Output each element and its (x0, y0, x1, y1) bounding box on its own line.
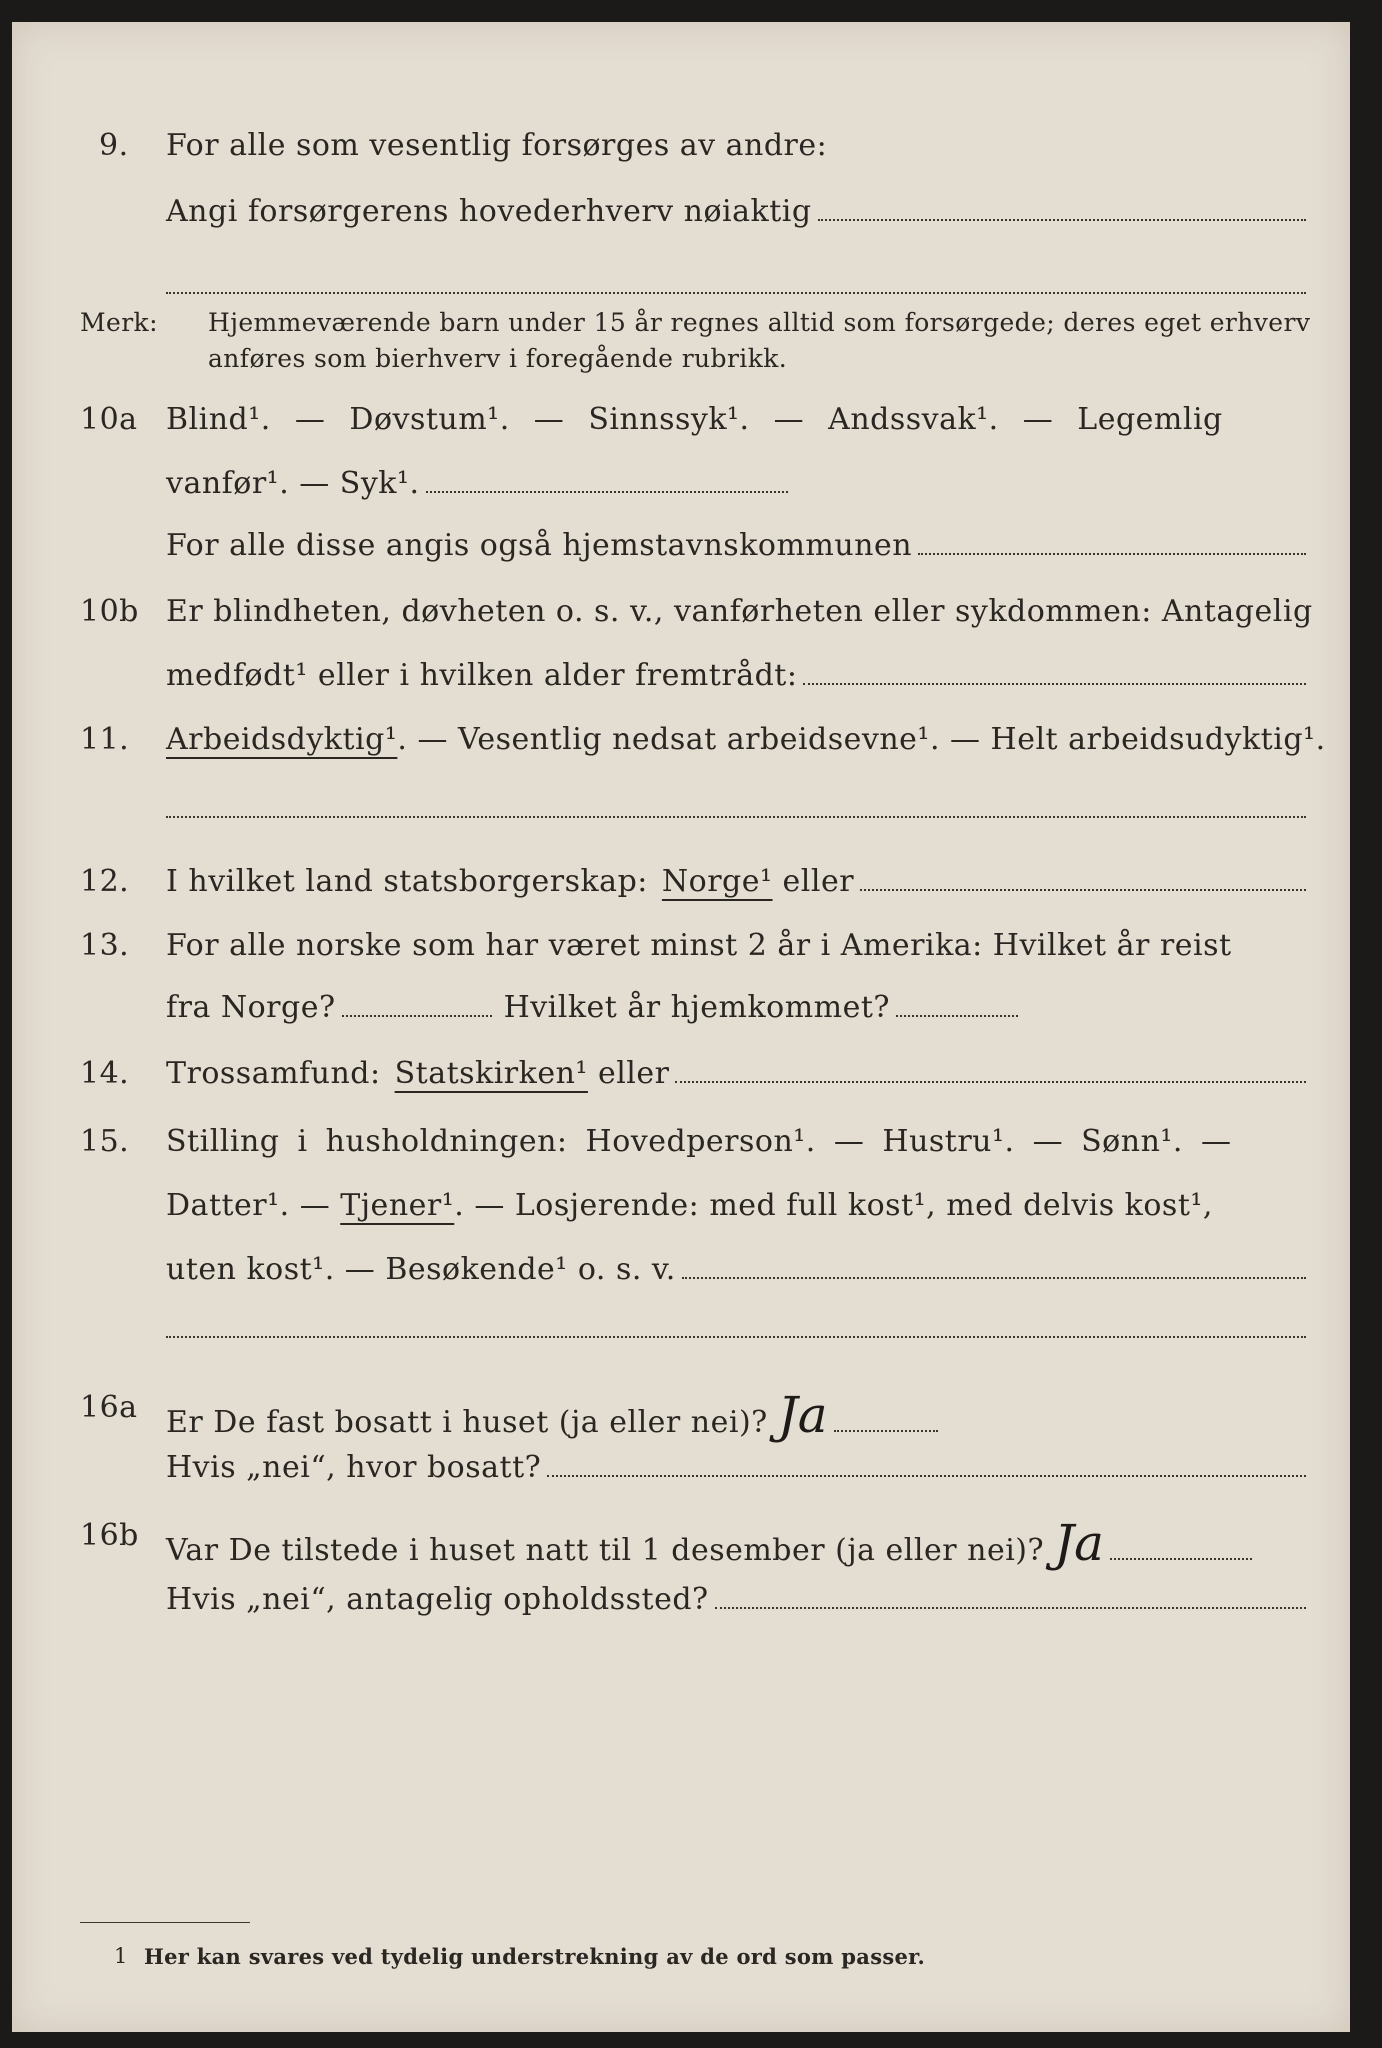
q10a-answer-line[interactable] (426, 489, 788, 493)
q15-options-2a: Datter¹. — (166, 1188, 331, 1223)
q11-line (166, 722, 1326, 757)
q16b-line1 (166, 1514, 1252, 1572)
q10a-options: Blind¹. — Døvstum¹. — Sinnssyk¹. — Andssvak¹. — Legemlig (166, 402, 1223, 437)
q11-answer-line[interactable] (166, 814, 1306, 818)
q16a-handwritten-answer[interactable]: Ja (777, 1386, 828, 1444)
q9-line1 (166, 128, 1306, 163)
q12-eller: eller (782, 864, 855, 899)
footnote-mark: 1 (114, 1944, 128, 1968)
q16a-bosatt-prompt: Hvis „nei“, hvor bosatt? (166, 1450, 542, 1485)
q16b-handwritten-answer[interactable]: Ja (1054, 1514, 1104, 1572)
q12-answer-line[interactable] (860, 887, 1306, 891)
footnote-text: Her kan svares ved tydelig understrekning av de ord som passer. (144, 1944, 926, 1969)
q11-number: 11. (80, 722, 130, 757)
q15-options-2b: . — Losjerende: med full kost¹, med delvis kost¹, (454, 1188, 1213, 1223)
q16b-question: Var De tilstede i huset natt til 1 desember (ja eller nei)? (166, 1533, 1045, 1568)
q15-line1 (166, 1124, 1306, 1159)
q16a-line2 (166, 1450, 1306, 1485)
q9-answer-line-2[interactable] (166, 290, 1306, 294)
q13-hjemkommet-prompt: Hvilket år hjemkommet? (503, 990, 891, 1025)
q14-line (166, 1056, 1306, 1091)
q10a-hjemstavn-line[interactable] (918, 551, 1306, 555)
q16b-number: 16b (80, 1518, 139, 1553)
census-form-page (12, 22, 1350, 2032)
q10b-question: Er blindheten, døvheten o. s. v., vanførheten eller sykdommen: Antagelig (166, 594, 1313, 629)
q11-option-arbeidsdyktig[interactable]: Arbeidsdyktig¹ (166, 722, 398, 757)
q16a-number: 16a (80, 1390, 138, 1425)
q15-option-tjener[interactable]: Tjener¹ (340, 1188, 455, 1223)
q14-question: Trossamfund: (166, 1056, 381, 1091)
q15-options-3: uten kost¹. — Besøkende¹ o. s. v. (166, 1252, 676, 1287)
q16b-line2 (166, 1582, 1306, 1617)
q13-line2 (166, 990, 1018, 1025)
q10a-number: 10a (80, 402, 138, 437)
q16a-answer-line[interactable] (834, 1428, 938, 1432)
q12-option-norge[interactable]: Norge¹ (661, 864, 773, 899)
q9-prompt: Angi forsørgerens hovederhverv nøiaktig (166, 194, 812, 229)
q16b-opphold-line[interactable] (715, 1605, 1306, 1609)
q10a-options-2: vanfør¹. — Syk¹. (166, 466, 420, 501)
q13-reist-line[interactable] (342, 1013, 492, 1017)
merk-label: Merk: (80, 308, 158, 337)
q9-line2 (166, 194, 1306, 229)
q15-line2 (166, 1188, 1306, 1223)
q13-hjemkommet-line[interactable] (896, 1013, 1018, 1017)
q9-question: For alle som vesentlig forsørges av andre: (166, 128, 828, 163)
q15-line3 (166, 1252, 1306, 1287)
q10b-number: 10b (80, 594, 139, 629)
q14-number: 14. (80, 1056, 130, 1091)
q13-reist-prompt: fra Norge? (166, 990, 336, 1025)
q15-answer-line-2[interactable] (166, 1334, 1306, 1338)
q10a-line2 (166, 466, 788, 501)
q16a-line1 (166, 1386, 938, 1444)
q15-options-1: Stilling i husholdningen: Hovedperson¹. — Hustru¹. — Sønn¹. — (166, 1124, 1232, 1159)
q10b-prompt: medfødt¹ eller i hvilken alder fremtrådt: (166, 658, 798, 693)
q11-other-options: . — Vesentlig nedsat arbeidsevne¹. — Helt arbeidsudyktig¹. (397, 722, 1326, 757)
q13-number: 13. (80, 928, 130, 963)
q9-answer-line[interactable] (818, 217, 1306, 221)
q14-answer-line[interactable] (675, 1079, 1306, 1083)
q14-eller: eller (597, 1056, 670, 1091)
q10b-line2 (166, 658, 1306, 693)
q10b-answer-line[interactable] (803, 681, 1306, 685)
merk-line1: Hjemmeværende barn under 15 år regnes alltid som forsørgede; deres eget erhverv (208, 308, 1311, 337)
q13-question: For alle norske som har været minst 2 år i Amerika: Hvilket år reist (166, 928, 1232, 963)
q15-answer-line[interactable] (682, 1275, 1306, 1279)
q12-question: I hvilket land statsborgerskap: (166, 864, 648, 899)
q16a-question: Er De fast bosatt i huset (ja eller nei)? (166, 1405, 768, 1440)
q10a-line3 (166, 528, 1306, 563)
footnote-rule (80, 1922, 250, 1923)
q15-number: 15. (80, 1124, 130, 1159)
merk-line2: anføres som bierhverv i foregående rubrikk. (208, 344, 788, 373)
q14-option-statskirken[interactable]: Statskirken¹ (394, 1056, 588, 1091)
q12-line (166, 864, 1306, 899)
q10b-line1 (166, 594, 1313, 629)
q16b-answer-line[interactable] (1110, 1556, 1252, 1560)
q13-line1 (166, 928, 1306, 963)
q10a-line1 (166, 402, 1306, 437)
q16a-bosatt-line[interactable] (547, 1473, 1306, 1477)
q16b-opphold-prompt: Hvis „nei“, antagelig opholdssted? (166, 1582, 709, 1617)
q9-number: 9. (99, 128, 129, 163)
q12-number: 12. (80, 864, 130, 899)
q10a-hjemstavn-prompt: For alle disse angis også hjemstavnskommunen (166, 528, 913, 563)
